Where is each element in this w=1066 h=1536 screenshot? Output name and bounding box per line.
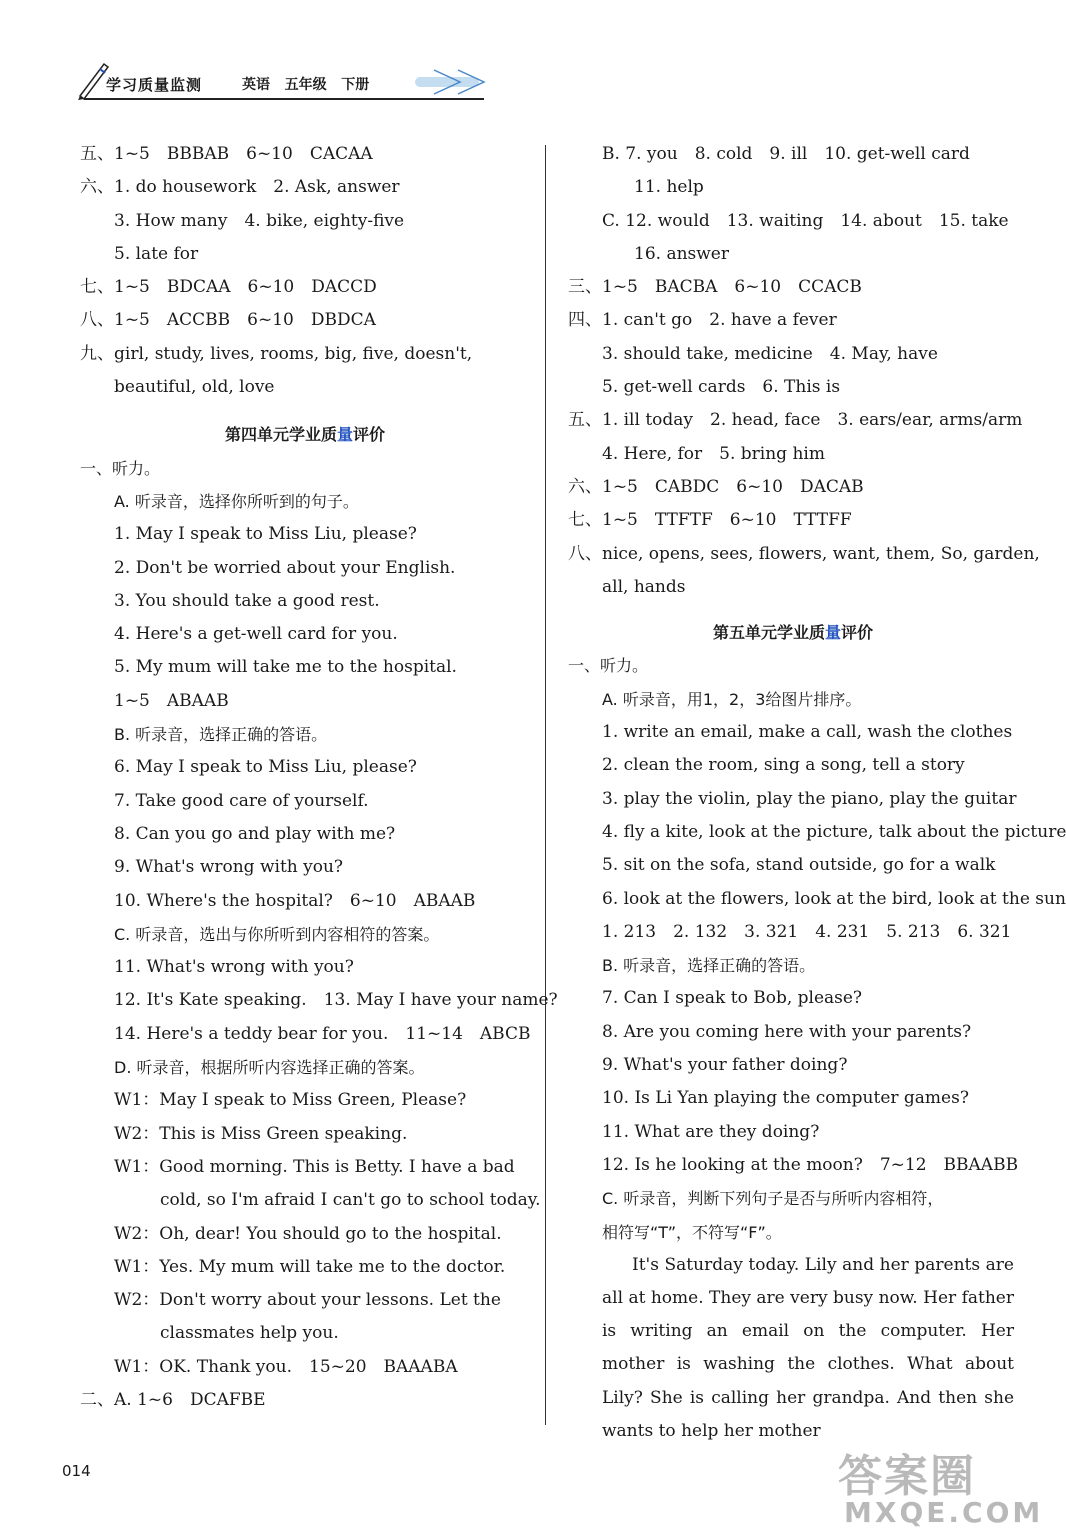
answer-line: 9. What's your father doing?: [602, 1055, 848, 1076]
dialogue-line: W2：This is Miss Green speaking.: [114, 1123, 408, 1144]
answer-line: C. 12. would 13. waiting 14. about 15. take: [602, 210, 1009, 231]
answer-line: 六、1. do housework 2. Ask, answer: [80, 177, 400, 198]
answer-line: 三、1~5 BACBA 6~10 CCACB: [568, 277, 862, 298]
answer-line: 5. late for: [114, 243, 199, 264]
subpart-heading: A. 听录音，选择你所听到的句子。: [114, 491, 359, 511]
answer-line: 8. Can you go and play with me?: [114, 823, 396, 844]
dialogue-line: W1：Yes. My mum will take me to the doctor.: [114, 1256, 506, 1277]
answer-line: 11. What's wrong with you?: [114, 957, 354, 978]
section-title-unit5: 第五单元学业质量评价: [712, 623, 874, 643]
part-heading: 一、听力。: [568, 656, 649, 676]
dialogue-line: W2：Don't worry about your lessons. Let the: [114, 1290, 501, 1311]
answer-line: 8. Are you coming here with your parents?: [602, 1021, 972, 1042]
subpart-heading: B. 听录音，选择正确的答语。: [114, 725, 328, 745]
subpart-heading: D. 听录音，根据所听内容选择正确的答案。: [114, 1058, 425, 1078]
answer-line: 六、1~5 CABDC 6~10 DACAB: [568, 476, 864, 497]
watermark-url: MXQE.COM: [844, 1496, 1044, 1529]
dialogue-line: W1：May I speak to Miss Green, Please?: [114, 1090, 467, 1111]
answer-line: 9. What's wrong with you?: [114, 857, 344, 878]
answer-line: 3. play the violin, play the piano, play the guitar: [602, 788, 1017, 809]
answer-line: 3. How many 4. bike, eighty-five: [114, 210, 405, 231]
answer-line: 6. look at the flowers, look at the bird, look at the sun: [602, 888, 1066, 909]
right-column: [568, 138, 1066, 1448]
header-rule: [84, 98, 484, 100]
answer-line: 1. 213 2. 132 3. 321 4. 231 5. 213 6. 321: [602, 921, 1012, 942]
subpart-heading: C. 听录音，选出与你所听到内容相符的答案。: [114, 924, 440, 944]
part-heading: 一、听力。: [80, 458, 161, 478]
column-divider: [545, 145, 546, 1425]
answer-line: 四、1. can't go 2. have a fever: [568, 310, 837, 331]
header-subject: 英语 五年级 下册: [242, 77, 370, 93]
subpart-heading: 相符写“T”，不符写“F”。: [602, 1222, 782, 1242]
answer-line: 1~5 ABAAB: [114, 690, 229, 711]
answer-line: 14. Here's a teddy bear for you. 11~14 ABCB: [114, 1023, 531, 1044]
answer-line: 7. Can I speak to Bob, please?: [602, 988, 863, 1009]
page-number: 014: [62, 1462, 91, 1480]
answer-line: 4. Here's a get-well card for you.: [114, 624, 398, 645]
dialogue-line: cold, so I'm afraid I can't go to school today.: [160, 1190, 541, 1211]
section-title-unit4: 第四单元学业质量评价: [224, 425, 386, 445]
answer-line: 八、1~5 ACCBB 6~10 DBDCA: [80, 310, 376, 331]
answer-line: 1. write an email, make a call, wash the clothes: [602, 722, 1013, 743]
watermark-text: 答案圈: [838, 1451, 976, 1502]
header-title: 学习质量监测: [106, 76, 203, 94]
dialogue-line: W1：OK. Thank you. 15~20 BAAABA: [114, 1356, 458, 1377]
watermark-logo: [820, 1440, 1044, 1532]
answer-line: all, hands: [602, 576, 686, 597]
answer-line: 10. Is Li Yan playing the computer games?: [602, 1088, 969, 1109]
answer-line: 5. get-well cards 6. This is: [602, 377, 841, 398]
answer-line: 七、1~5 BDCAA 6~10 DACCD: [80, 277, 377, 298]
dialogue-line: W1：Good morning. This is Betty. I have a bad: [114, 1156, 515, 1177]
answer-line: 6. May I speak to Miss Liu, please?: [114, 757, 417, 778]
subpart-heading: A. 听录音，用1，2，3给图片排序。: [602, 689, 862, 709]
dialogue-line: classmates help you.: [160, 1323, 339, 1344]
answer-line: 12. It's Kate speaking. 13. May I have your name?: [114, 990, 558, 1011]
answer-line: 5. sit on the sofa, stand outside, go for a walk: [602, 855, 996, 876]
answer-line: 10. Where's the hospital? 6~10 ABAAB: [114, 890, 476, 911]
dialogue-line: W2：Oh, dear! You should go to the hospital.: [114, 1223, 502, 1244]
subpart-heading: C. 听录音，判断下列句子是否与所听内容相符，: [602, 1189, 944, 1209]
page-header: [70, 58, 500, 108]
answer-line: 5. My mum will take me to the hospital.: [114, 657, 457, 678]
answer-line: 4. Here, for 5. bring him: [602, 443, 825, 464]
spacer: [568, 604, 1018, 616]
arrow-decoration-icon: [414, 64, 494, 100]
answer-line: 16. answer: [634, 243, 729, 264]
pen-icon: [76, 60, 110, 100]
answer-line: B. 7. you 8. cold 9. ill 10. get-well card: [602, 144, 970, 164]
answer-line: beautiful, old, love: [114, 377, 275, 398]
left-column: [80, 138, 558, 1417]
answer-line: 3. should take, medicine 4. May, have: [602, 343, 938, 364]
answer-line: 2. clean the room, sing a song, tell a story: [602, 755, 965, 776]
answer-line: 11. What are they doing?: [602, 1121, 820, 1142]
answer-line: 九、girl, study, lives, rooms, big, five, doesn't,: [80, 343, 473, 364]
answer-line: 五、1. ill today 2. head, face 3. ears/ear, arms/arm: [568, 410, 1023, 431]
answer-line: 2. Don't be worried about your English.: [114, 557, 456, 578]
answer-line: 1. May I speak to Miss Liu, please?: [114, 524, 417, 545]
spacer: [80, 404, 530, 418]
answer-line: 八、nice, opens, sees, flowers, want, them, So, garden,: [568, 543, 1040, 564]
answer-line: 七、1~5 TTFTF 6~10 TTTFF: [568, 510, 852, 531]
answer-line: 4. fly a kite, look at the picture, talk about the picture: [602, 821, 1066, 842]
answer-line: 二、A. 1~6 DCAFBE: [80, 1389, 266, 1410]
answer-line: 五、1~5 BBBAB 6~10 CACAA: [80, 144, 373, 164]
answer-line: 3. You should take a good rest.: [114, 590, 380, 611]
listening-passage: It's Saturday today. Lily and her parents are all at home. They are very busy now. Her father is writing an email on the computer. Her mother is washing the clothes. What about Lily? She is calling her grandpa. And then she wants to help her mother: [602, 1254, 1014, 1441]
subpart-heading: B. 听录音，选择正确的答语。: [602, 956, 816, 976]
answer-line: 11. help: [634, 177, 704, 198]
answer-line: 12. Is he looking at the moon? 7~12 BBAABB: [602, 1154, 1019, 1175]
answer-line: 7. Take good care of yourself.: [114, 790, 369, 811]
